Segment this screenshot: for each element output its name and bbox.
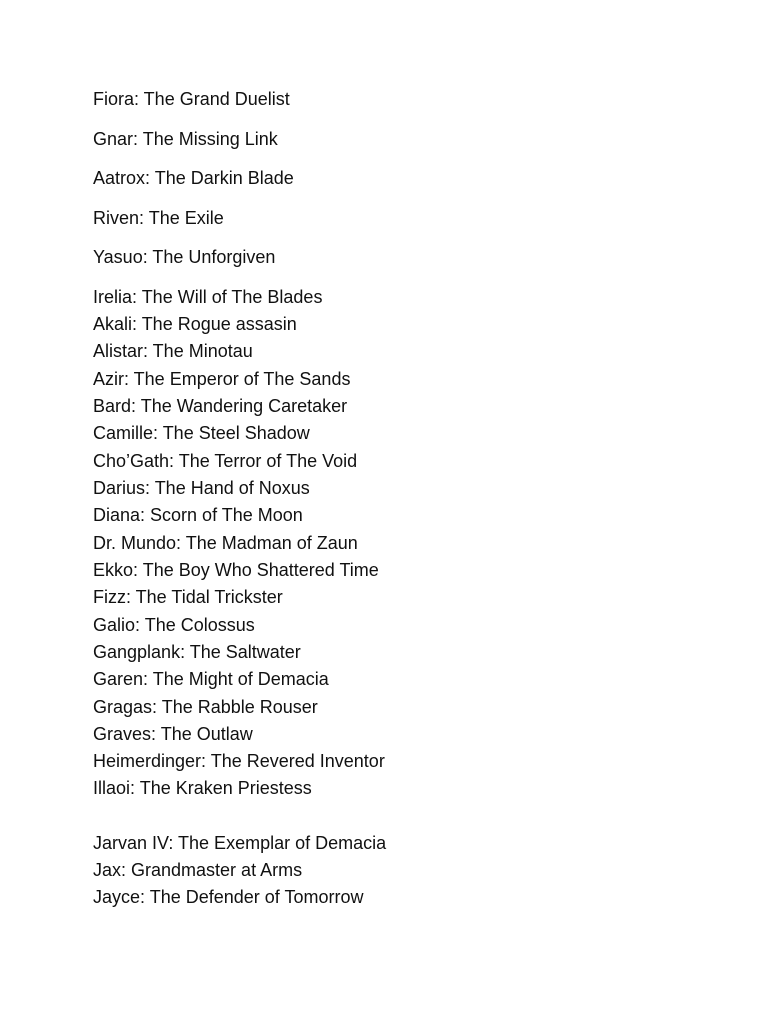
champion-entry: Bard: The Wandering Caretaker [93,396,348,416]
champion-entry: Fizz: The Tidal Trickster [93,587,283,607]
champion-entry: Diana: Scorn of The Moon [93,505,303,525]
champion-entry: Jayce: The Defender of Tomorrow [93,887,364,907]
champion-entry: Yasuo: The Unforgiven [93,247,276,267]
champion-entry: Aatrox: The Darkin Blade [93,168,294,188]
champion-entry: Fiora: The Grand Duelist [93,89,290,109]
champion-entry: Riven: The Exile [93,208,224,228]
champion-entry: Illaoi: The Kraken Priestess [93,778,312,798]
champion-entry: Camille: The Steel Shadow [93,423,310,443]
champion-entry: Akali: The Rogue assasin [93,314,297,334]
champion-entry: Azir: The Emperor of The Sands [93,369,351,389]
champion-entry: Ekko: The Boy Who Shattered Time [93,560,379,580]
champion-entry: Heimerdinger: The Revered Inventor [93,751,385,771]
champion-entry: Galio: The Colossus [93,615,255,635]
champion-entry: Dr. Mundo: The Madman of Zaun [93,533,358,553]
champion-entry: Irelia: The Will of The Blades [93,287,323,307]
champion-entry: Darius: The Hand of Noxus [93,478,310,498]
champion-entry: Graves: The Outlaw [93,724,253,744]
champion-entry: Jarvan IV: The Exemplar of Demacia [93,833,387,853]
champion-entry: Alistar: The Minotau [93,341,253,361]
champion-entry: Jax: Grandmaster at Arms [93,860,303,880]
champion-entry: Gnar: The Missing Link [93,129,278,149]
champion-entry: Gragas: The Rabble Rouser [93,697,318,717]
champion-entry: Gangplank: The Saltwater [93,642,301,662]
champion-entry: Cho’Gath: The Terror of The Void [93,451,358,471]
champion-entry: Garen: The Might of Demacia [93,669,329,689]
